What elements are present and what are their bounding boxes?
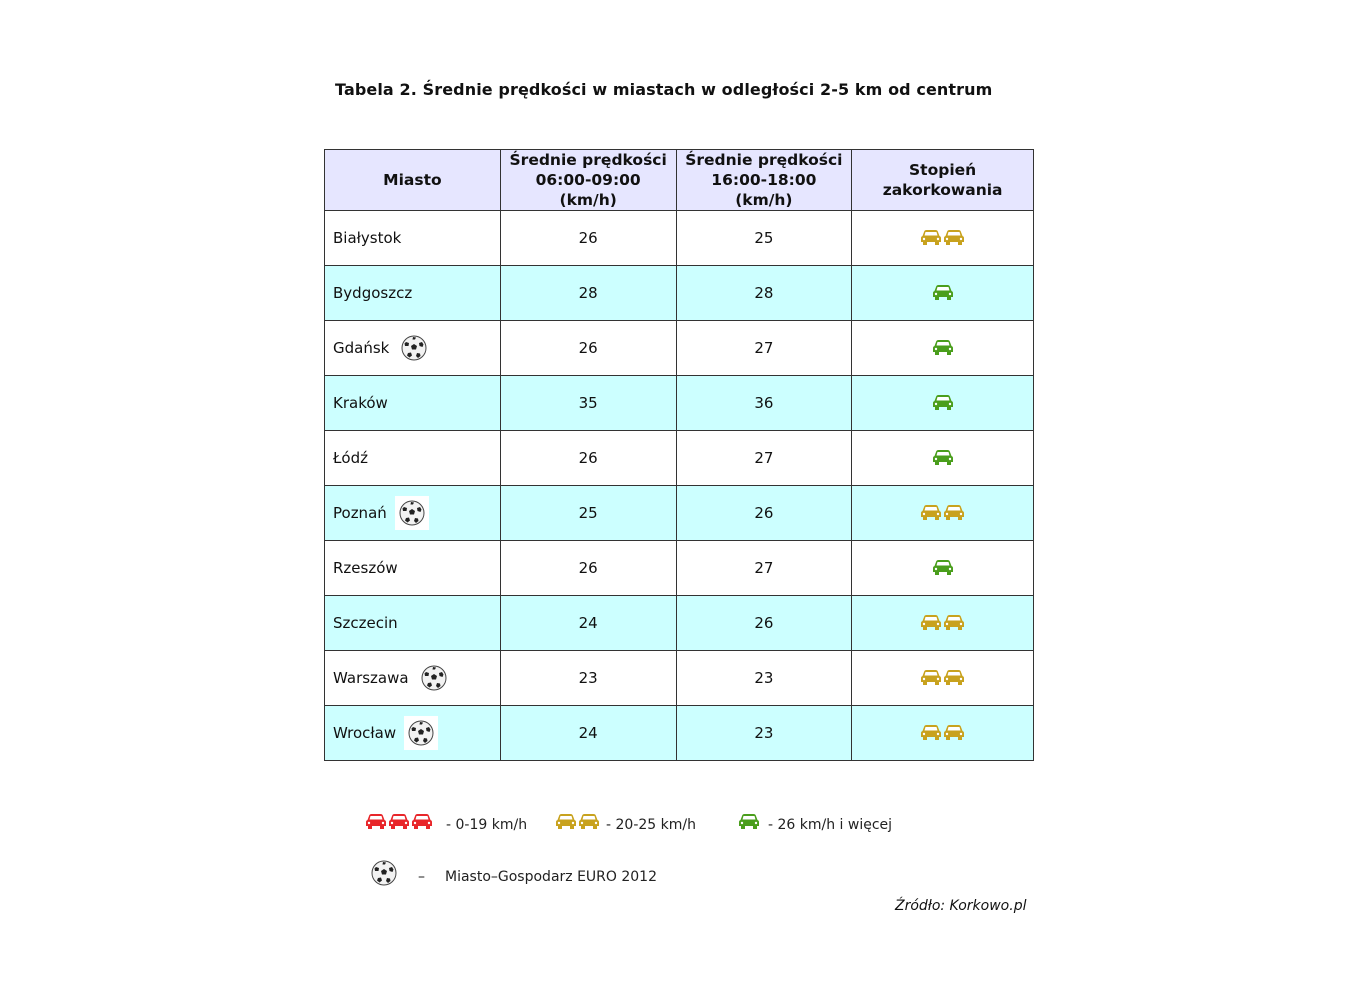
legend-red-cars xyxy=(365,812,433,832)
speed-evening: 26 xyxy=(676,596,852,651)
car-icon xyxy=(943,668,965,688)
city-cell xyxy=(325,541,501,596)
car-icon xyxy=(920,723,942,743)
speed-table xyxy=(324,149,1034,761)
speed-evening: 28 xyxy=(676,266,852,321)
table-row xyxy=(325,321,1034,376)
football-icon xyxy=(401,335,427,361)
speed-evening: 26 xyxy=(676,486,852,541)
football-icon xyxy=(421,665,447,691)
car-icon xyxy=(578,812,600,832)
table-row xyxy=(325,596,1034,651)
source-note: Źródło: Korkowo.pl xyxy=(895,898,1027,914)
city-name: Poznań xyxy=(333,504,387,522)
congestion-indicator xyxy=(852,596,1034,651)
legend-yellow xyxy=(555,812,600,832)
city-name: Szczecin xyxy=(333,614,398,632)
table-row xyxy=(325,431,1034,486)
car-group xyxy=(920,503,965,523)
car-icon xyxy=(920,613,942,633)
car-icon xyxy=(932,338,954,358)
car-group xyxy=(932,558,954,578)
city-cell xyxy=(325,376,501,431)
football-icon xyxy=(408,720,434,746)
speed-evening: 27 xyxy=(676,431,852,486)
legend-red-label: - 0-19 km/h xyxy=(446,817,528,833)
car-group xyxy=(932,338,954,358)
car-group xyxy=(920,723,965,743)
legend-red xyxy=(365,812,433,832)
table-row xyxy=(325,266,1034,321)
car-icon xyxy=(738,812,760,832)
table-row xyxy=(325,211,1034,266)
header-evening: Średnie prędkości 16:00-18:00 (km/h) xyxy=(676,150,852,211)
football-icon-wrap xyxy=(397,331,431,365)
car-icon xyxy=(555,812,577,832)
speed-evening: 23 xyxy=(676,706,852,761)
speed-morning: 24 xyxy=(500,596,676,651)
speed-morning: 24 xyxy=(500,706,676,761)
car-icon xyxy=(932,448,954,468)
city-name: Łódź xyxy=(333,449,369,467)
congestion-indicator xyxy=(852,376,1034,431)
car-group xyxy=(932,283,954,303)
football-icon-wrap xyxy=(404,716,438,750)
car-icon xyxy=(365,812,387,832)
legend-yellow-label: - 20-25 km/h xyxy=(606,817,696,833)
football-icon-wrap xyxy=(395,496,429,530)
car-icon xyxy=(932,558,954,578)
congestion-indicator xyxy=(852,706,1034,761)
header-morning: Średnie prędkości 06:00-09:00 (km/h) xyxy=(500,150,676,211)
speed-evening: 36 xyxy=(676,376,852,431)
city-name: Białystok xyxy=(333,229,402,247)
car-group xyxy=(920,668,965,688)
legend-ball-label: Miasto–Gospodarz EURO 2012 xyxy=(445,869,657,885)
congestion-indicator xyxy=(852,321,1034,376)
speed-morning: 28 xyxy=(500,266,676,321)
speed-evening: 25 xyxy=(676,211,852,266)
city-cell xyxy=(325,431,501,486)
city-name: Wrocław xyxy=(333,724,397,742)
table-row xyxy=(325,541,1034,596)
congestion-indicator xyxy=(852,211,1034,266)
city-name: Gdańsk xyxy=(333,339,390,357)
congestion-indicator xyxy=(852,431,1034,486)
car-icon xyxy=(932,283,954,303)
city-cell xyxy=(325,706,501,761)
car-icon xyxy=(932,393,954,413)
car-group xyxy=(920,613,965,633)
speed-evening: 23 xyxy=(676,651,852,706)
car-icon xyxy=(388,812,410,832)
header-row xyxy=(325,150,1034,211)
car-icon xyxy=(920,668,942,688)
football-icon-wrap xyxy=(417,661,451,695)
legend-green-label: - 26 km/h i więcej xyxy=(768,817,893,833)
city-name: Rzeszów xyxy=(333,559,398,577)
city-name: Bydgoszcz xyxy=(333,284,413,302)
car-group xyxy=(932,393,954,413)
car-icon xyxy=(943,613,965,633)
speed-morning: 26 xyxy=(500,321,676,376)
speed-morning: 26 xyxy=(500,431,676,486)
legend-green-cars xyxy=(738,812,760,832)
speed-evening: 27 xyxy=(676,541,852,596)
legend-ball xyxy=(371,860,397,890)
car-group xyxy=(920,228,965,248)
car-icon xyxy=(920,503,942,523)
city-cell xyxy=(325,596,501,651)
legend-yellow-cars xyxy=(555,812,600,832)
city-cell xyxy=(325,651,501,706)
legend-green xyxy=(738,812,760,832)
congestion-indicator xyxy=(852,266,1034,321)
car-icon xyxy=(943,723,965,743)
table-title: Tabela 2. Średnie prędkości w miastach w odległości 2-5 km od centrum xyxy=(335,80,993,99)
legend-ball-dash: – xyxy=(418,869,425,885)
car-icon xyxy=(943,503,965,523)
car-group xyxy=(932,448,954,468)
city-cell xyxy=(325,486,501,541)
city-cell xyxy=(325,266,501,321)
city-name: Kraków xyxy=(333,394,388,412)
car-icon xyxy=(411,812,433,832)
speed-morning: 26 xyxy=(500,211,676,266)
car-icon xyxy=(920,228,942,248)
table-row xyxy=(325,651,1034,706)
table-row xyxy=(325,376,1034,431)
speed-morning: 25 xyxy=(500,486,676,541)
car-icon xyxy=(943,228,965,248)
city-cell xyxy=(325,211,501,266)
header-city: Miasto xyxy=(325,150,501,211)
table-row xyxy=(325,486,1034,541)
table-row xyxy=(325,706,1034,761)
speed-morning: 35 xyxy=(500,376,676,431)
speed-morning: 26 xyxy=(500,541,676,596)
football-icon xyxy=(371,874,397,890)
speed-morning: 23 xyxy=(500,651,676,706)
congestion-indicator xyxy=(852,541,1034,596)
speed-evening: 27 xyxy=(676,321,852,376)
football-icon xyxy=(371,860,397,886)
congestion-indicator xyxy=(852,651,1034,706)
city-name: Warszawa xyxy=(333,669,409,687)
congestion-indicator xyxy=(852,486,1034,541)
header-congestion: Stopień zakorkowania xyxy=(852,150,1034,211)
city-cell xyxy=(325,321,501,376)
football-icon xyxy=(399,500,425,526)
